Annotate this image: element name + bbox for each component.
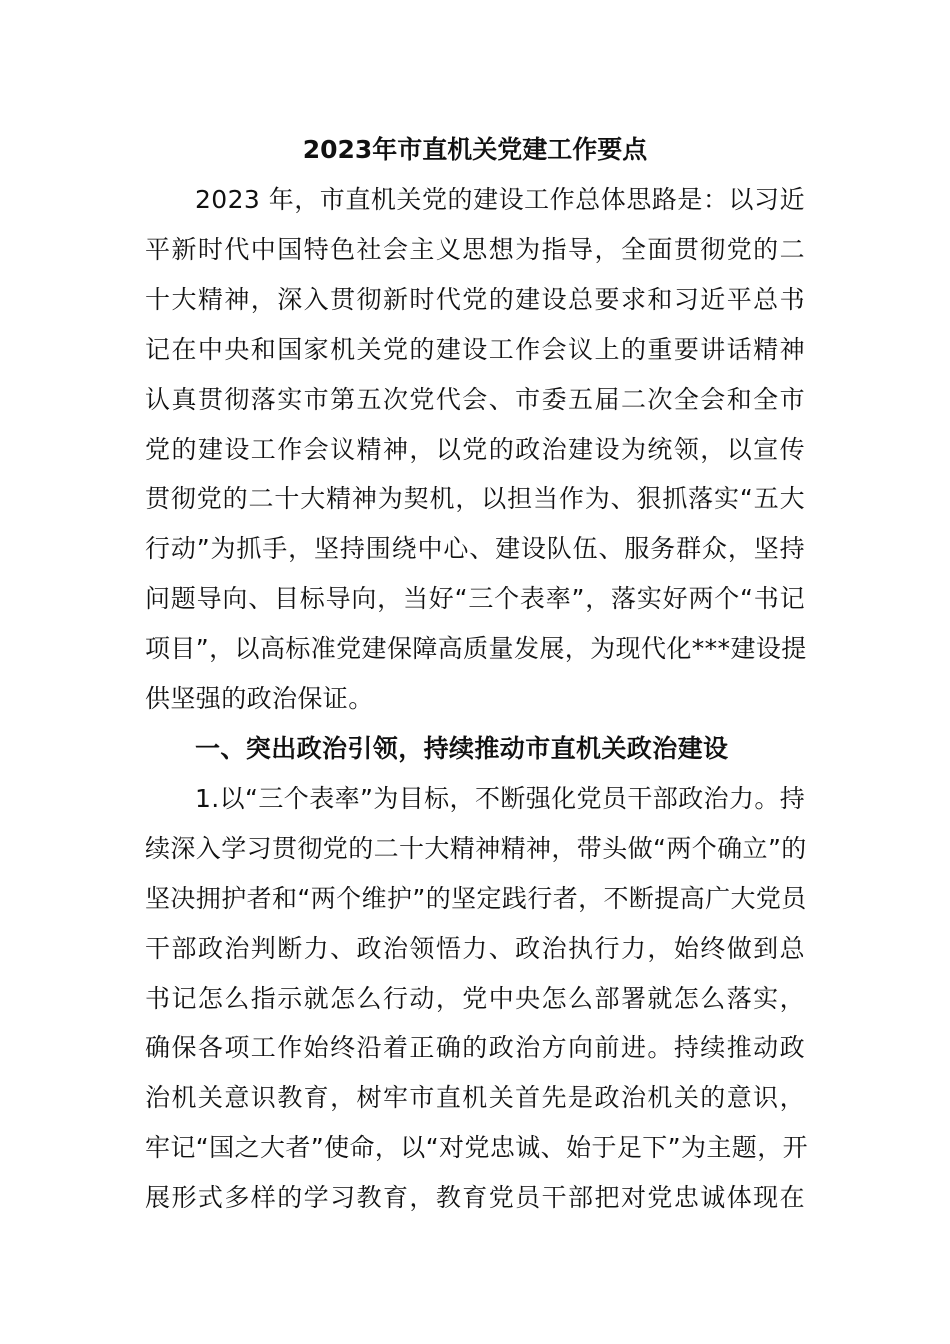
paragraph-line: 坚决拥护者和“两个维护”的坚定践行者，不断提高广大党员 <box>145 884 807 913</box>
paragraph-line: 2023 年，市直机关党的建设工作总体思路是：以习近 <box>195 185 805 214</box>
paragraph-line: 续深入学习贯彻党的二十大精神精神，带头做“两个确立”的 <box>145 834 807 863</box>
paragraph-line: 十大精神，深入贯彻新时代党的建设总要求和习近平总书 <box>145 285 805 314</box>
section-heading: 一、突出政治引领，持续推动市直机关政治建设 <box>195 734 729 763</box>
paragraph-line: 平新时代中国特色社会主义思想为指导，全面贯彻党的二 <box>145 235 805 264</box>
paragraph-line: 书记怎么指示就怎么行动，党中央怎么部署就怎么落实， <box>145 984 805 1013</box>
paragraph-line: 牢记“国之大者”使命，以“对党忠诚、始于足下”为主题，开 <box>145 1133 809 1162</box>
paragraph-line: 认真贯彻落实市第五次党代会、市委五届二次全会和全市 <box>145 385 805 414</box>
paragraph-line: 确保各项工作始终沿着正确的政治方向前进。持续推动政 <box>145 1033 805 1062</box>
paragraph-line: 治机关意识教育，树牢市直机关首先是政治机关的意识， <box>145 1083 805 1112</box>
paragraph-line: 供坚强的政治保证。 <box>145 684 374 713</box>
paragraph-line: 记在中央和国家机关党的建设工作会议上的重要讲话精神 <box>145 335 805 364</box>
paragraph-line: 贯彻党的二十大精神为契机，以担当作为、狠抓落实“五大 <box>145 484 805 513</box>
document-title: 2023年市直机关党建工作要点 <box>302 135 648 164</box>
paragraph-line: 1.以“三个表率”为目标，不断强化党员干部政治力。持 <box>195 784 806 813</box>
paragraph-line: 行动”为抓手，坚持围绕中心、建设队伍、服务群众，坚持 <box>145 534 805 563</box>
paragraph-line: 党的建设工作会议精神，以党的政治建设为统领，以宣传 <box>145 435 805 464</box>
paragraph-line: 项目”，以高标准党建保障高质量发展，为现代化***建设提 <box>145 634 807 663</box>
paragraph-line: 干部政治判断力、政治领悟力、政治执行力，始终做到总 <box>145 934 805 963</box>
paragraph-line: 展形式多样的学习教育，教育党员干部把对党忠诚体现在 <box>145 1183 805 1212</box>
paragraph-line: 问题导向、目标导向，当好“三个表率”，落实好两个“书记 <box>145 584 805 613</box>
